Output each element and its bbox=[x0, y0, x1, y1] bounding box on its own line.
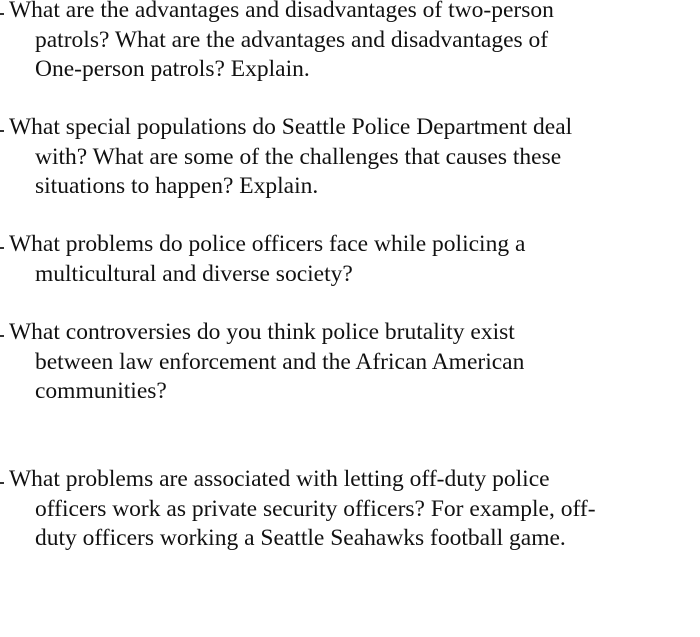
list-marker bbox=[0, 247, 4, 249]
question-1 bbox=[0, 0, 660, 85]
question-4-line-1: What controversies do you think police brutality exist bbox=[9, 319, 515, 345]
question-3-line-1: What problems do police officers face while policing a bbox=[9, 231, 526, 257]
question-1-line-3: One-person patrols? Explain. bbox=[35, 56, 310, 82]
question-2-line-3: situations to happen? Explain. bbox=[35, 173, 319, 199]
question-3-line-2: multicultural and diverse society? bbox=[35, 260, 353, 287]
question-5-line-1: What problems are associated with letting off-duty police bbox=[9, 466, 550, 492]
question-4 bbox=[0, 318, 660, 407]
question-4-line-3: communities? bbox=[35, 378, 167, 404]
question-4-line-2: between law enforcement and the African American bbox=[35, 348, 525, 375]
question-2 bbox=[0, 113, 660, 202]
question-5-line-3: duty officers working a Seattle Seahawks football game. bbox=[35, 525, 566, 551]
list-marker bbox=[0, 13, 4, 15]
list-marker bbox=[0, 335, 4, 337]
question-3 bbox=[0, 230, 660, 289]
list-marker bbox=[0, 482, 4, 484]
question-2-line-2: with? What are some of the challenges that causes these bbox=[35, 143, 562, 170]
question-2-line-1: What special populations do Seattle Police Department deal bbox=[9, 114, 573, 140]
question-5 bbox=[0, 465, 660, 554]
question-1-line-1: What are the advantages and disadvantages of two-person bbox=[9, 0, 554, 23]
list-marker bbox=[0, 130, 4, 132]
question-5-line-2: officers work as private security officers? For example, off- bbox=[35, 495, 596, 522]
question-1-line-2: patrols? What are the advantages and disadvantages of bbox=[35, 26, 549, 53]
